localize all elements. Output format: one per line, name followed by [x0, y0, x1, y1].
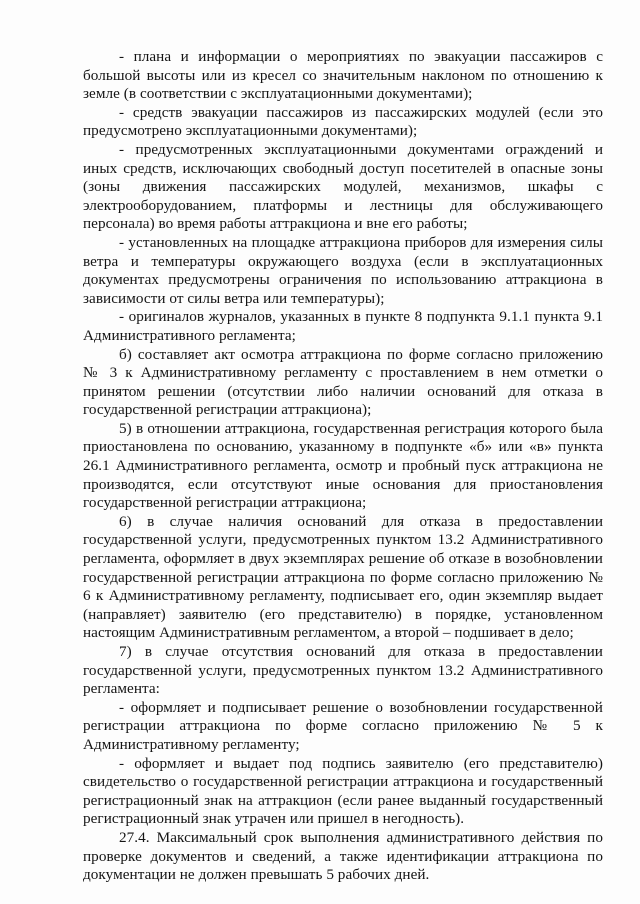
- paragraph-wind-instruments: - установленных на площадке аттракциона приборов для измерения силы ветра и температуры окружающего воздуха (если в эксплуатационных документах предусмотрены ограничения по использованию аттракциона в зависимости от силы ветра или температуры);: [83, 233, 603, 307]
- paragraph-inspection-act: б) составляет акт осмотра аттракциона по форме согласно приложению № 3 к Административному регламенту с проставлением в нем отметки о принятом решении (отсутствии либо наличии оснований для отказа в государственной регистрации аттракциона);: [83, 345, 603, 419]
- paragraph-item-6: 6) в случае наличия оснований для отказа в предоставлении государственной услуги, предусмотренных пунктом 13.2 Административного регламента, оформляет в двух экземплярах решение об отказе в возобновлении государственной регистрации аттракциона по форме согласно приложению № 6 к Административному регламенту, подписывает его, один экземпляр выдает (направляет) заявителю (его представителю) в порядке, установленном настоящим Административным регламентом, а второй – подшивает в дело;: [83, 512, 603, 642]
- paragraph-evacuation-means: - средств эвакуации пассажиров из пассажирских модулей (если это предусмотрено эксплуатационными документами);: [83, 103, 603, 140]
- paragraph-resume-decision: - оформляет и подписывает решение о возобновлении государственной регистрации аттракциона по форме согласно приложению № 5 к Административному регламенту;: [83, 698, 603, 753]
- paragraph-journals: - оригиналов журналов, указанных в пункте 8 подпункта 9.1.1 пункта 9.1 Административного регламента;: [83, 308, 603, 344]
- paragraph-certificate: - оформляет и выдает под подпись заявителю (его представителю) свидетельство о государственной регистрации аттракциона и государственный регистрационный знак на аттракцион (если ранее выданный государственный регистрационный знак утрачен или пришел в негодность).: [83, 754, 603, 828]
- paragraph-fencing: - предусмотренных эксплуатационными документами ограждений и иных средств, исключающих свободный доступ посетителей в опасные зоны (зоны движения пассажирских модулей, механизмов, шкафы с электрооборудованием, платформы и лестницы для обслуживающего персонала) во время работы аттракциона и вне его работы;: [83, 140, 603, 233]
- paragraph-evacuation-plan: - плана и информации о мероприятиях по эвакуации пассажиров с большой высоты или из кресел со значительным наклоном по отношению к земле (в соответствии с эксплуатационными документами);: [83, 48, 603, 103]
- document-body: [83, 48, 603, 885]
- paragraph-item-5: 5) в отношении аттракциона, государственная регистрация которого была приостановлена по основанию, указанному в подпункте «б» или «в» пункта 26.1 Административного регламента, осмотр и пробный пуск аттракциона не производятся, если отсутствуют иные основания для приостановления государственной регистрации аттракциона;: [83, 419, 603, 512]
- paragraph-item-7: 7) в случае отсутствия оснований для отказа в предоставлении государственной услуги, предусмотренных пунктом 13.2 Административного регламента:: [83, 643, 603, 698]
- paragraph-27-4: 27.4. Максимальный срок выполнения административного действия по проверке документов и сведений, а также идентификации аттракциона по документации не должен превышать 5 рабочих дней.: [83, 828, 603, 884]
